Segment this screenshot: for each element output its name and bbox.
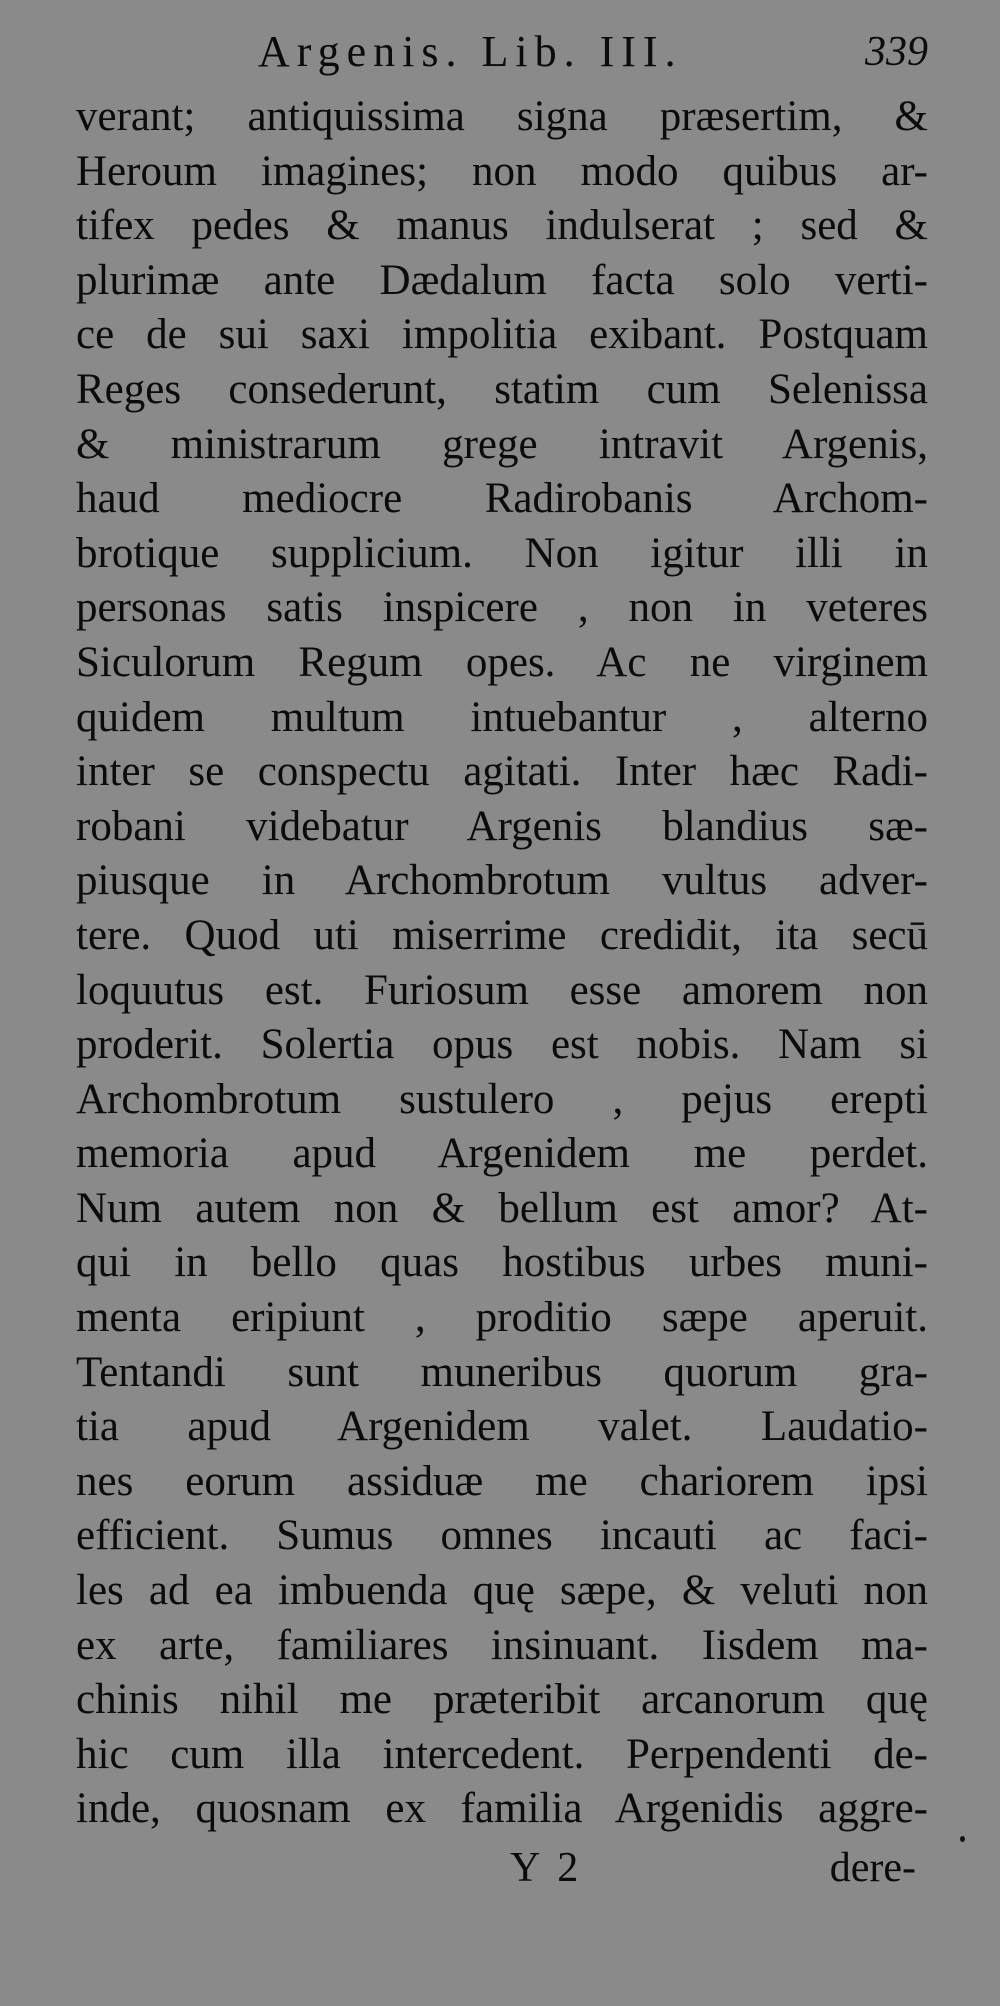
signature-mark: Y 2 [510,1845,583,1891]
text-line: Num autem non & bellum est amor? At- [76,1184,928,1232]
text-line: nes eorum assiduæ me chariorem ipsi [76,1457,928,1505]
text-line: Tentandi sunt muneribus quorum gra- [76,1348,928,1396]
footer-line [76,1840,928,1896]
text-line: haud mediocre Radirobanis Archom- [76,475,928,523]
body-text [76,90,928,1837]
text-line: ex arte, familiares insinuant. Iisdem ma- [76,1621,928,1669]
text-line: tifex pedes & manus indulserat ; sed & [76,202,928,250]
text-line: tere. Quod uti miserrime credidit, ita secū [76,911,928,959]
text-line: Siculorum Regum opes. Ac ne virginem [76,638,928,686]
text-line: les ad ea imbuenda quę sæpe, & veluti non [76,1567,928,1615]
ink-speck [960,1836,965,1842]
text-line: ce de sui saxi impolitia exibant. Postquam [76,311,928,359]
text-line: robani videbatur Argenis blandius sæ- [76,802,928,850]
text-line: qui in bello quas hostibus urbes muni- [76,1239,928,1287]
text-line: Archombrotum sustulero , pejus erepti [76,1075,928,1123]
text-line: personas satis inspicere , non in veteres [76,584,928,632]
text-line: hic cum illa intercedent. Perpendenti de- [76,1730,928,1778]
catchword: dere- [829,1845,916,1891]
text-line: brotique supplicium. Non igitur illi in [76,529,928,577]
text-line: menta eripiunt , proditio sæpe aperuit. [76,1294,928,1342]
text-line: loquutus est. Furiosum esse amorem non [76,966,928,1014]
text-line: plurimæ ante Dædalum facta solo verti- [76,256,928,304]
text-line: efficient. Sumus omnes incauti ac faci- [76,1512,928,1560]
text-line: piusque in Archombrotum vultus adver- [76,857,928,905]
text-line: Reges consederunt, statim cum Selenissa [76,365,928,413]
running-head [258,22,948,82]
page-number: 339 [865,29,928,75]
running-title: Argenis. Lib. III. [258,27,683,76]
text-line: inde, quosnam ex familia Argenidis aggre- [76,1785,928,1833]
text-line: inter se conspectu agitati. Inter hæc Radi- [76,748,928,796]
text-line: chinis nihil me præteribit arcanorum quę [76,1676,928,1724]
text-line: verant; antiquissima signa præsertim, & [76,93,928,140]
text-line: Heroum imagines; non modo quibus ar- [76,147,928,195]
text-line: & ministrarum grege intravit Argenis, [76,420,928,468]
text-line: proderit. Solertia opus est nobis. Nam si [76,1021,928,1069]
text-line: quidem multum intuebantur , alterno [76,693,928,741]
text-line: memoria apud Argenidem me perdet. [76,1130,928,1178]
text-line: tia apud Argenidem valet. Laudatio- [76,1403,928,1451]
